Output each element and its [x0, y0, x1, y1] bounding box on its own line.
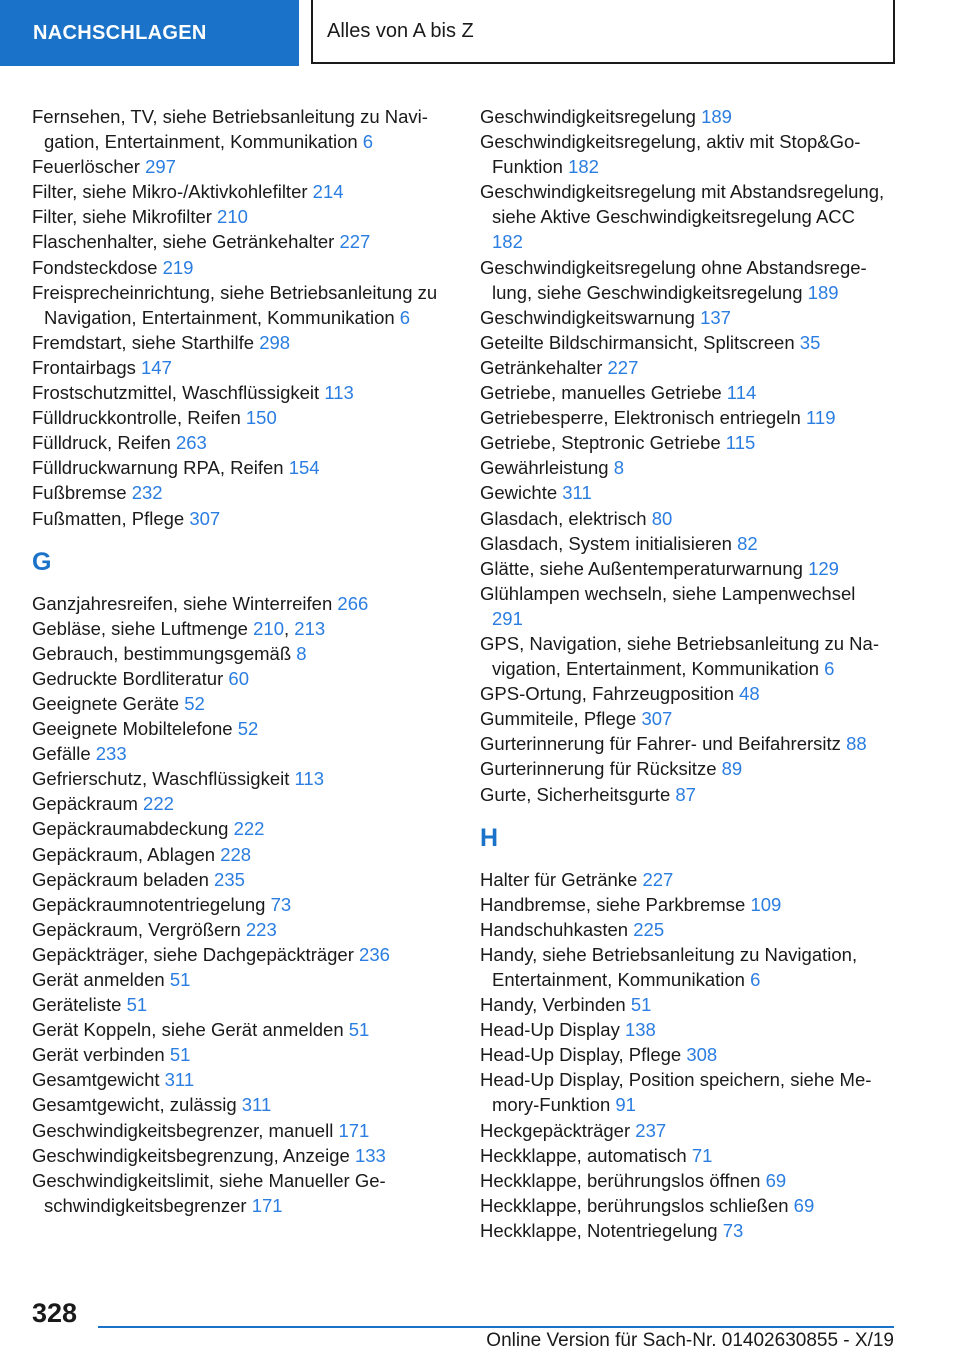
page-number: 328 [32, 1298, 78, 1328]
page-reference-link[interactable]: 6 [399, 306, 411, 328]
index-entry-text: Fernsehen, TV, siehe Betriebsanleitung zu Navigation, Entertainment, Kommunikation [32, 106, 428, 153]
index-entry-text: Gepäckraumabdeckung [32, 818, 229, 840]
page-reference-link[interactable]: 133 [354, 1144, 386, 1166]
index-entry-text: Fülldruckkontrolle, Reifen [32, 407, 241, 429]
page-reference-link[interactable]: 6 [824, 658, 835, 680]
index-entry-text: Ganzjahresreifen, siehe Winterreifen [32, 592, 333, 614]
page-reference-link[interactable]: 138 [624, 1019, 656, 1041]
index-entry [480, 1193, 890, 1218]
index-entry-text: Gerät verbinden [32, 1044, 165, 1066]
index-entry-text: Geteilte Bildschirmansicht, Splitscreen [480, 331, 795, 353]
index-entry [32, 455, 452, 480]
page-reference-link[interactable]: 129 [808, 557, 839, 579]
page-reference-link[interactable]: 80 [651, 507, 673, 529]
index-entry [480, 330, 890, 355]
index-entry [480, 480, 890, 505]
index-entry-text: Geräteliste [32, 994, 122, 1016]
page-reference-link[interactable]: 210 [253, 617, 284, 639]
index-entry [480, 1168, 890, 1193]
page-reference-link[interactable]: 51 [630, 994, 652, 1016]
page-reference-link[interactable]: 51 [126, 994, 148, 1016]
index-entry [32, 1118, 452, 1143]
page-reference-link[interactable]: 71 [691, 1144, 713, 1166]
page-reference-link[interactable]: 311 [164, 1069, 195, 1091]
index-entry [32, 204, 452, 229]
index-entry-text: Head-Up Display, Pflege [480, 1044, 682, 1066]
index-entry-text: Halter für Getränke [480, 868, 638, 890]
page-reference-link[interactable]: 228 [220, 843, 252, 865]
page-reference-link[interactable]: 225 [633, 918, 665, 940]
page-reference-link[interactable]: 115 [725, 432, 756, 454]
page-reference-link[interactable]: 147 [141, 356, 172, 378]
index-entry-text: Head-Up Display, Position speichern, siehe Memory-Funktion [480, 1069, 872, 1116]
index-entry [480, 782, 890, 807]
page-reference-link[interactable]: 51 [348, 1019, 370, 1041]
page-reference-link[interactable]: 73 [722, 1219, 744, 1241]
page-reference-link[interactable]: 222 [233, 818, 265, 840]
index-entry-text: Frontairbags [32, 356, 136, 378]
index-entry [32, 917, 452, 942]
index-entry-text: Geschwindigkeitsregelung [480, 106, 696, 127]
page-reference-link[interactable]: 182 [492, 231, 523, 253]
index-entry [480, 917, 890, 942]
index-entry [32, 1017, 452, 1042]
index-entry-text: Gepäckraum beladen [32, 868, 209, 890]
page-reference-link[interactable]: 213 [294, 617, 326, 639]
index-entry [480, 1017, 890, 1042]
index-entry-text: Geschwindigkeitsregelung mit Abstandsregelung, siehe Aktive Geschwindigkeitsregelung ACC [480, 181, 885, 228]
index-entry-text: Gurte, Sicherheitsgurte [480, 783, 671, 805]
index-entry-text: Geeignete Mobiltelefone [32, 718, 233, 740]
index-entry [480, 506, 890, 531]
index-entry-text: Getriebesperre, Elektronisch entriegeln [480, 407, 801, 429]
index-entry [480, 1218, 890, 1243]
page-reference-link[interactable]: 73 [270, 893, 292, 915]
index-entry [480, 255, 890, 305]
index-entry [32, 179, 452, 204]
index-entry [32, 591, 452, 616]
page-reference-link[interactable]: 113 [324, 382, 354, 404]
index-entry [480, 1118, 890, 1143]
index-entry [480, 731, 890, 756]
page-reference-link[interactable]: 266 [337, 592, 369, 614]
index-entry-text: Glasdach, elektrisch [480, 507, 647, 529]
index-entry [480, 681, 890, 706]
page-reference-link[interactable]: 227 [642, 868, 674, 890]
index-entry-text: GPS-Ortung, Fahrzeugposition [480, 683, 734, 705]
index-entry [32, 641, 452, 666]
page-reference-link[interactable]: 227 [607, 356, 639, 378]
index-entry [480, 380, 890, 405]
index-entry-text: Fremdstart, siehe Starthilfe [32, 331, 255, 353]
page-reference-link[interactable]: 237 [635, 1119, 667, 1141]
index-entry [480, 756, 890, 781]
index-entry-text: Gurterinnerung für Rücksitze [480, 758, 717, 780]
page-reference-link[interactable]: 236 [359, 943, 390, 965]
page-reference-link[interactable]: 119 [805, 407, 836, 429]
index-entry-text: Heckklappe, berührungslos schließen [480, 1194, 789, 1216]
page-reference-link[interactable]: 189 [807, 281, 839, 303]
index-entry [32, 405, 452, 430]
index-entry [32, 791, 452, 816]
index-entry [32, 842, 452, 867]
index-entry [32, 280, 452, 330]
index-entry-text: Gefrierschutz, Waschflüssigkeit [32, 768, 290, 790]
index-entry-text: Geschwindigkeitsregelung, aktiv mit Stop&Go-Funktion [480, 131, 861, 178]
page-header [0, 0, 960, 66]
page-reference-link[interactable]: 171 [338, 1119, 370, 1141]
page-reference-link[interactable]: 233 [95, 743, 127, 765]
index-entry-text: Gerät Koppeln, siehe Gerät anmelden [32, 1019, 344, 1041]
index-entry [32, 229, 452, 254]
page-reference-link[interactable]: 182 [568, 156, 599, 178]
index-letter-heading: G [32, 547, 52, 576]
index-entry-text: Glätte, siehe Außentemperaturwarnung [480, 557, 803, 579]
page-reference-link[interactable]: 6 [362, 131, 374, 153]
index-entry [32, 255, 452, 280]
index-entry [32, 741, 452, 766]
index-entry [480, 1067, 890, 1117]
index-entry-text: Getriebe, manuelles Getriebe [480, 382, 722, 404]
page-reference-link[interactable]: 48 [739, 683, 760, 705]
index-entry [480, 430, 890, 455]
index-entry [480, 942, 890, 992]
page-reference-link[interactable]: 87 [675, 783, 696, 805]
index-entry-text: Gepäckraum [32, 793, 138, 815]
index-entry [32, 666, 452, 691]
index-entry-text: Head-Up Display [480, 1019, 620, 1041]
index-entry [32, 1143, 452, 1168]
page-reference-link[interactable]: 219 [162, 256, 194, 278]
page-reference-link[interactable]: 69 [793, 1194, 815, 1216]
index-entry [480, 179, 890, 254]
index-entry-text: Fußmatten, Pflege [32, 507, 185, 529]
index-entry [32, 506, 452, 531]
index-entry [480, 892, 890, 917]
index-entry [32, 816, 452, 841]
page-reference-link[interactable]: 307 [189, 507, 221, 529]
index-entry [32, 992, 452, 1017]
index-entry-text: Heckklappe, automatisch [480, 1144, 687, 1166]
index-entry-text: Flaschenhalter, siehe Getränkehalter [32, 231, 335, 253]
page-reference-link[interactable]: 307 [641, 708, 673, 730]
index-entry-text: Fußbremse [32, 482, 127, 504]
index-entry-text: Gepäckraum, Ablagen [32, 843, 216, 865]
page-reference-link[interactable]: 8 [296, 642, 307, 664]
page-reference-link[interactable]: 52 [184, 692, 205, 714]
index-entry-text: Freisprecheinrichtung, siehe Betriebsanleitung zu Navigation, Entertainment, Kommunikation [32, 281, 438, 328]
section-tab: NACHSCHLAGEN [0, 0, 299, 66]
index-entry [32, 867, 452, 892]
index-entry [32, 942, 452, 967]
footer-divider [98, 1326, 894, 1328]
index-entry [480, 867, 890, 892]
page-reference-link[interactable]: 154 [288, 457, 320, 479]
index-entry-text: Glasdach, System initialisieren [480, 532, 732, 554]
index-entry [480, 631, 890, 681]
page-reference-link[interactable]: 311 [241, 1094, 272, 1116]
page-reference-link[interactable]: 222 [143, 793, 174, 815]
page-reference-link[interactable]: 8 [613, 457, 624, 479]
index-entry-text: Glühlampen wechseln, siehe Lampenwechsel [480, 582, 856, 604]
index-entry-text: Feuerlöscher [32, 156, 140, 178]
page-reference-link[interactable]: 189 [701, 106, 732, 127]
page-reference-link[interactable]: 214 [312, 181, 344, 203]
page-reference-link[interactable]: 109 [750, 893, 782, 915]
page-reference-link[interactable]: 52 [237, 718, 259, 740]
index-entry [32, 892, 452, 917]
index-entry-text: Frostschutzmittel, Waschflüssigkeit [32, 382, 320, 404]
index-entry [32, 1067, 452, 1092]
page-reference-link[interactable]: 82 [737, 532, 758, 554]
index-entry [32, 691, 452, 716]
index-column-right [480, 104, 890, 1243]
page-reference-link[interactable]: 6 [750, 969, 761, 990]
index-entry [480, 556, 890, 581]
index-entry-text: Filter, siehe Mikro-/Aktivkohlefilter [32, 181, 308, 203]
index-entry [480, 129, 890, 179]
index-entry-text: Gepäckträger, siehe Dachgepäckträger [32, 943, 354, 965]
footer-version: Online Version für Sach-Nr. 01402630855 - X/19 [486, 1330, 894, 1351]
index-entry-text: Heckklappe, Notentriegelung [480, 1219, 718, 1241]
index-entry-text: Gesamtgewicht, zulässig [32, 1094, 237, 1116]
index-entry-text: Handy, siehe Betriebsanleitung zu Navigation, Entertainment, Kommunikation [480, 943, 858, 990]
index-entry-text: Geschwindigkeitslimit, siehe Manueller Geschwindigkeitsbegrenzer [32, 1169, 386, 1216]
index-entry-text: Geschwindigkeitsbegrenzung, Anzeige [32, 1144, 350, 1166]
index-entry [32, 480, 452, 505]
page-reference-link[interactable]: 69 [765, 1169, 787, 1191]
index-entry [480, 1042, 890, 1067]
index-entry-text: Fülldruckwarnung RPA, Reifen [32, 457, 284, 479]
index-entry [480, 531, 890, 556]
index-entry [480, 305, 890, 330]
index-entry-text: Geeignete Geräte [32, 692, 180, 714]
index-entry-text: Gerät anmelden [32, 969, 165, 990]
page-reference-link[interactable]: 89 [721, 758, 743, 780]
index-entry-text: Handy, Verbinden [480, 994, 626, 1016]
page-reference-link[interactable]: 263 [175, 432, 207, 454]
index-entry [32, 1092, 452, 1117]
chapter-title: Alles von A bis Z [311, 0, 895, 64]
index-letter-heading: H [480, 823, 499, 852]
index-entry [480, 1143, 890, 1168]
page-reference-link[interactable]: 171 [251, 1194, 283, 1216]
index-entry [480, 581, 890, 631]
page-reference-link[interactable]: 232 [131, 482, 163, 504]
index-entry-text: Geschwindigkeitsbegrenzer, manuell [32, 1119, 334, 1141]
index-entry [32, 716, 452, 741]
index-entry-text: Handschuhkasten [480, 918, 629, 940]
page-reference-link[interactable]: 235 [214, 868, 245, 890]
page-reference-link[interactable]: 60 [228, 667, 249, 689]
index-entry-text: Gebrauch, bestimmungsgemäß [32, 642, 292, 664]
index-column-left [32, 104, 452, 1218]
page-reference-link[interactable]: 150 [245, 407, 277, 429]
index-entry-text: Getriebe, Steptronic Getriebe [480, 432, 721, 454]
page-reference-link[interactable]: 311 [562, 482, 592, 504]
index-entry-text: Gedruckte Bordliteratur [32, 667, 224, 689]
index-entry-text: Geschwindigkeitswarnung [480, 306, 695, 328]
page-reference-link[interactable]: 91 [615, 1094, 636, 1116]
index-entry-text: Gewichte [480, 482, 558, 504]
page-reference-link[interactable]: 51 [169, 969, 191, 990]
page-reference-link[interactable]: 227 [339, 231, 371, 253]
index-entry [480, 355, 890, 380]
index-entry-text: Fondsteckdose [32, 256, 158, 278]
index-entry [32, 430, 452, 455]
page-reference-link[interactable]: 51 [169, 1044, 191, 1066]
page-reference-link[interactable]: 308 [686, 1044, 718, 1066]
index-entry [32, 330, 452, 355]
index-entry [480, 455, 890, 480]
index-entry [480, 405, 890, 430]
index-entry [32, 967, 452, 992]
index-entry [480, 104, 890, 129]
index-entry [32, 1042, 452, 1067]
page-reference-link[interactable]: 291 [492, 607, 523, 629]
index-entry-text: Gefälle [32, 743, 91, 765]
index-entry-text: Heckgepäckträger [480, 1119, 631, 1141]
index-entry [32, 154, 452, 179]
page-reference-link[interactable]: 88 [846, 733, 867, 755]
index-entry-text: Gebläse, siehe Luftmenge [32, 617, 248, 639]
page-reference-link[interactable]: 137 [700, 306, 731, 328]
page-reference-link[interactable]: 210 [217, 206, 248, 228]
page-reference-link[interactable]: 298 [259, 331, 291, 353]
page-reference-link[interactable]: 114 [726, 382, 757, 404]
index-entry [32, 766, 452, 791]
index-entry-text: GPS, Navigation, siehe Betriebsanleitung zu Navigation, Entertainment, Kommunikation [480, 632, 880, 680]
index-entry [32, 355, 452, 380]
index-entry-text: Gesamtgewicht [32, 1069, 160, 1091]
index-entry-text: Fülldruck, Reifen [32, 432, 171, 454]
index-entry-text: Gepäckraum, Vergrößern [32, 918, 241, 940]
page-reference-link[interactable]: 35 [799, 331, 821, 353]
index-entry-text: Getränkehalter [480, 356, 603, 378]
index-entry-text: Gummiteile, Pflege [480, 708, 637, 730]
index-entry-text: Handbremse, siehe Parkbremse [480, 893, 746, 915]
index-entry-text: Gewährleistung [480, 457, 609, 479]
page-reference-link[interactable]: 297 [145, 156, 176, 178]
index-entry [480, 706, 890, 731]
index-entry [32, 380, 452, 405]
index-entry-text: Geschwindigkeitsregelung ohne Abstandsregelung, siehe Geschwindigkeitsregelung [480, 256, 867, 303]
index-entry: Gebläse, siehe Luftmenge 210, 213 [32, 617, 326, 639]
index-entry [32, 104, 452, 154]
index-entry-text: Heckklappe, berührungslos öffnen [480, 1169, 761, 1191]
index-entry-text: Gurterinnerung für Fahrer- und Beifahrersitz [480, 733, 841, 755]
page-reference-link[interactable]: 113 [294, 768, 325, 790]
index-entry [480, 992, 890, 1017]
page-reference-link[interactable]: 223 [245, 918, 277, 940]
index-entry-text: Gepäckraumnotentriegelung [32, 893, 266, 915]
index-entry-text: Filter, siehe Mikrofilter [32, 206, 212, 228]
index-entry [32, 1168, 452, 1218]
